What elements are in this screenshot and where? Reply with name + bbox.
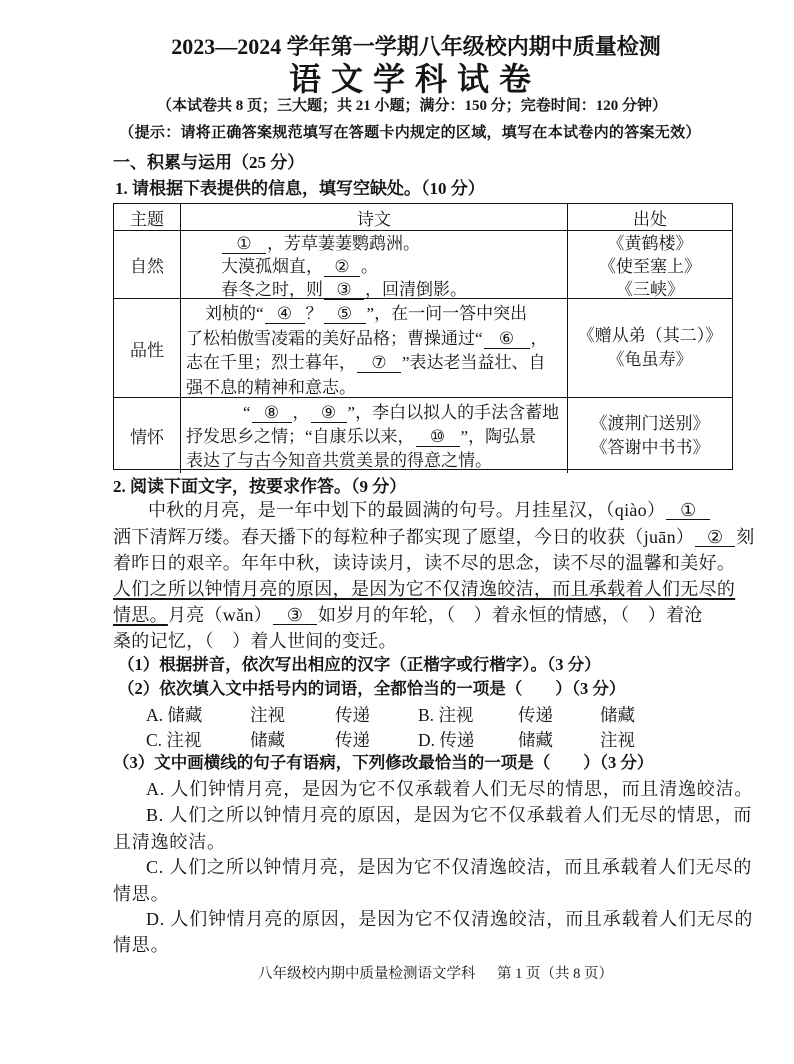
subject-title: 语文学科试卷 xyxy=(288,61,541,97)
poem-line xyxy=(181,327,567,352)
option-d: D. 人们钟情月亮的原因，是因为它不仅清逸皎洁，而且承载着人们无尽的 xyxy=(146,909,754,929)
passage-text: 中秋的月亮，是一年中划下的最圆满的句号。月挂星汉，（qiào） xyxy=(148,500,666,520)
poem-text: “ xyxy=(243,403,251,422)
passage-text: 月亮（wǎn） xyxy=(167,605,272,625)
poem-line xyxy=(181,232,567,255)
option-c-continued: 情思。 xyxy=(113,884,170,904)
poem-line xyxy=(181,449,567,473)
passage-line xyxy=(148,499,711,521)
poem-table xyxy=(113,203,733,470)
option-b: B. 人们之所以钟情月亮的原因，是因为它不仅承载着人们无尽的情思，而 xyxy=(146,805,753,825)
option-word: 储藏 xyxy=(250,730,285,750)
option-word: 储藏 xyxy=(600,705,635,725)
poem-line xyxy=(181,425,567,449)
sub-question-2: （2）依次填入文中括号内的词语，全都恰当的一项是（ ）（3 分） xyxy=(118,679,626,698)
table-header-poem: 诗文 xyxy=(181,204,568,231)
source-title: 《赠从弟（其二）》 xyxy=(577,326,723,345)
source-title: 《黄鹤楼》 xyxy=(607,234,693,253)
footer-page-number: 第 1 页（共 8 页） xyxy=(497,966,613,982)
option-d-continued: 情思。 xyxy=(113,935,170,955)
answer-blank: ① xyxy=(666,501,710,520)
table-source-cell xyxy=(568,398,732,473)
answer-blank: ② xyxy=(695,528,735,547)
poem-text: ”，陶弘景 xyxy=(460,427,537,446)
option-word: 储藏 xyxy=(518,730,553,750)
answer-blank: ④ xyxy=(265,305,305,324)
option-word: 传递 xyxy=(518,705,553,725)
passage-text: 洒下清辉万缕。春天播下的每粒种子都实现了愿望，今日的收获（juān） xyxy=(113,527,695,547)
option-a: A. 人们钟情月亮，是因为它不仅承载着人们无尽的情思，而且清逸皎洁。 xyxy=(146,779,754,799)
poem-text: ”，李白以拟人的手法含蓄地 xyxy=(347,403,560,422)
passage-text: 如岁月的年轮，（ ）着永恒的情感，（ ）着沧 xyxy=(318,605,703,625)
table-header-theme: 主题 xyxy=(114,204,181,231)
table-source-cell xyxy=(568,231,732,299)
poem-text: ， xyxy=(530,328,548,348)
poem-text: 刘桢的“ xyxy=(205,304,264,323)
question-2-prompt: 2. 阅读下面文字，按要求作答。（9 分） xyxy=(113,477,407,496)
poem-text: 春冬之时，则 xyxy=(221,280,323,299)
poem-text: 。 xyxy=(361,257,378,276)
answer-blank: ① xyxy=(222,235,266,254)
source-title: 《使至塞上》 xyxy=(599,257,701,276)
option-word: 注视 xyxy=(250,705,285,725)
answer-blank: ⑩ xyxy=(416,428,460,447)
poem-text: ，芳草萋萋鹦鹉洲。 xyxy=(267,234,420,253)
poem-text: ，回清倒影。 xyxy=(365,280,467,299)
answer-blank: ⑦ xyxy=(357,354,401,373)
poem-line xyxy=(181,376,567,401)
poem-text: 了松柏傲雪凌霜的美好品格；曹操通过“ xyxy=(186,328,483,348)
sub-question-1: （1）根据拼音，依次写出相应的汉字（正楷字或行楷字）。（3 分） xyxy=(118,655,601,674)
table-source-cell xyxy=(568,299,732,398)
source-title: 《龟虽寿》 xyxy=(607,350,693,369)
underlined-sentence: 人们之所以钟情月亮的原因，是因为它不仅清逸皎洁，而且承载着人们无尽的 xyxy=(113,579,736,599)
answer-blank: ⑧ xyxy=(252,404,292,423)
option-c: C. 注视 xyxy=(146,730,202,750)
poem-text: 强不息的精神和意志。 xyxy=(186,377,356,397)
passage-line xyxy=(113,526,755,548)
poem-line xyxy=(181,302,567,327)
option-c: C. 人们之所以钟情月亮，是因为它不仅清逸皎洁，而且承载着人们无尽的 xyxy=(146,857,753,877)
passage-line xyxy=(113,630,397,652)
option-word: 注视 xyxy=(600,730,635,750)
exam-info: （本试卷共 8 页；三大题；共 21 小题；满分：150 分；完卷时间：120 分钟） xyxy=(156,98,667,114)
section-heading: 一、积累与运用（25 分） xyxy=(113,153,305,172)
table-poem-cell xyxy=(181,231,568,299)
exam-title: 2023—2024 学年第一学期八年级校内期中质量检测 xyxy=(171,34,661,59)
passage-text: 着昨日的艰辛。年年中秋，读诗读月，读不尽的思念，读不尽的温馨和美好。 xyxy=(113,553,736,573)
choice-row xyxy=(0,704,794,726)
option-d: D. 传递 xyxy=(418,730,475,750)
option-word: 传递 xyxy=(335,705,370,725)
answer-blank: ③ xyxy=(273,606,317,625)
passage-text: 桑的记忆，（ ）着人世间的变迁。 xyxy=(113,631,397,651)
table-poem-cell xyxy=(181,299,568,398)
question-1-prompt: 1. 请根据下表提供的信息，填写空缺处。（10 分） xyxy=(115,179,485,198)
poem-line xyxy=(181,401,567,425)
answer-blank: ⑥ xyxy=(484,330,530,349)
poem-line xyxy=(181,255,567,278)
table-theme: 情怀 xyxy=(114,398,181,473)
option-b: B. 注视 xyxy=(418,705,474,725)
choice-row xyxy=(0,729,794,751)
passage-text: 刻 xyxy=(736,527,755,547)
poem-text: 志在千里；烈士暮年， xyxy=(186,353,356,372)
poem-text: 抒发思乡之情；“自康乐以来， xyxy=(186,427,415,446)
poem-text: ， xyxy=(292,403,310,422)
table-theme: 品性 xyxy=(114,299,181,398)
option-a: A. 储藏 xyxy=(146,705,203,725)
poem-line xyxy=(181,351,567,376)
underlined-sentence: 情思。 xyxy=(113,605,168,625)
footer-course: 八年级校内期中质量检测语文学科 xyxy=(258,966,476,982)
answer-blank: ② xyxy=(324,258,360,277)
source-title: 《三峡》 xyxy=(616,280,684,299)
exam-notice: （提示：请将正确答案规范填写在答题卡内规定的区域，填写在本试卷内的答案无效） xyxy=(119,125,701,141)
poem-text: ”，在一问一答中突出 xyxy=(366,304,528,323)
option-word: 传递 xyxy=(335,730,370,750)
passage-line xyxy=(113,552,735,574)
answer-blank: ⑤ xyxy=(324,305,366,324)
table-header-source: 出处 xyxy=(568,204,732,231)
option-b-continued: 且清逸皎洁。 xyxy=(113,832,226,852)
answer-blank: ③ xyxy=(324,281,364,300)
sub-question-3: （3）文中画横线的句子有语病，下列修改最恰当的一项是（ ）（3 分） xyxy=(113,753,654,772)
poem-text: ？ xyxy=(305,304,323,323)
poem-text: 表达了与古今知音共赏美景的得意之情。 xyxy=(186,451,492,470)
poem-text: ”表达老当益壮、自 xyxy=(402,353,546,372)
table-poem-cell xyxy=(181,398,568,473)
table-theme: 自然 xyxy=(114,231,181,299)
answer-blank: ⑨ xyxy=(311,404,347,423)
source-title: 《渡荆门送别》 xyxy=(590,413,710,433)
poem-line xyxy=(181,278,567,301)
source-title: 《答谢中书书》 xyxy=(590,437,710,457)
passage-line xyxy=(113,578,735,600)
passage-line xyxy=(113,604,703,626)
poem-text: 大漠孤烟直， xyxy=(221,257,323,276)
